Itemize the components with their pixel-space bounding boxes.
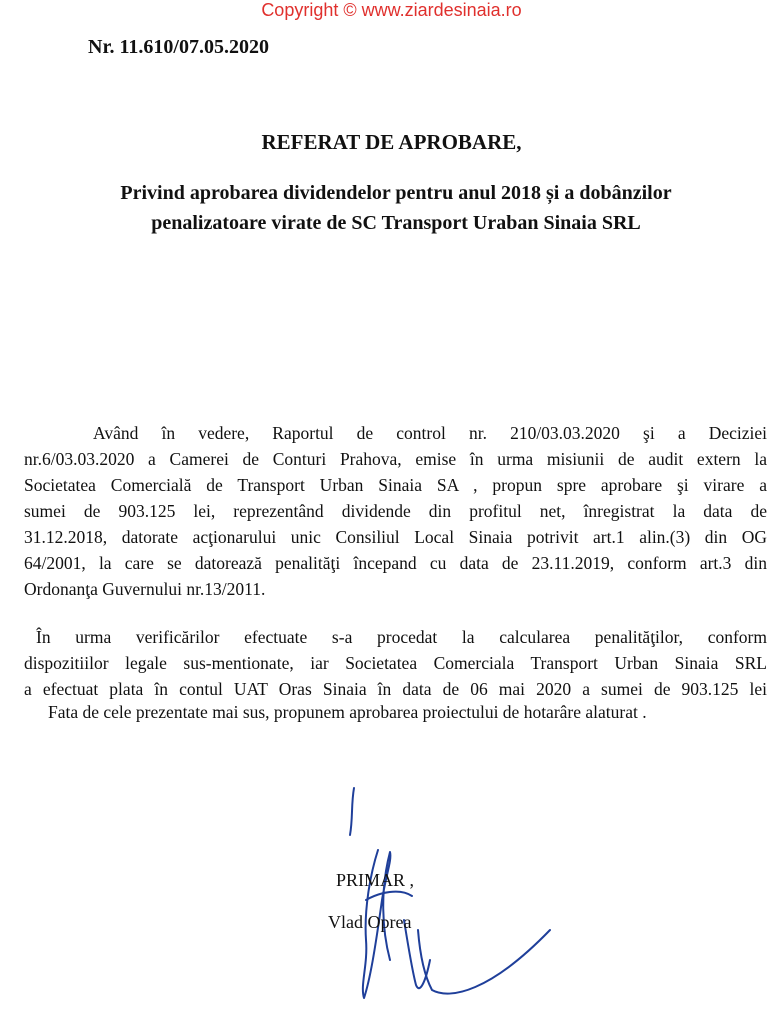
paragraph-line: 31.12.2018, datorate acţionarului unic Consiliul Local Sinaia potrivit art.1 alin.(3) din OG [24,527,767,547]
paragraph-line: Societatea Comercială de Transport Urban Sinaia SA , propun spre aprobare şi virare a [24,475,767,495]
paragraph-1 [24,420,767,602]
paragraph-line: 64/2001, la care se datorează penalităţi începand cu data de 23.11.2019, conform art.3 din [24,553,767,573]
paragraph-2 [24,624,767,702]
copyright-watermark: Copyright © www.ziardesinaia.ro [261,0,522,20]
paragraph-line: a efectuat plata în contul UAT Oras Sinaia în data de 06 mai 2020 a sumei de 903.125 lei [24,679,767,699]
document-title: REFERAT DE APROBARE, [261,130,522,154]
signer-name: Vlad Oprea [328,912,412,932]
paragraph-line: Ordonanţa Guvernului nr.13/2011. [24,579,266,599]
signer-role: PRIMAR , [336,870,415,890]
subtitle-line: Privind aprobarea dividendelor pentru anul 2018 și a dobânzilor [120,182,672,204]
paragraph-line: În urma verificărilor efectuate s-a procedat la calcularea penalităţilor, conform [36,627,767,647]
paragraph-line: Având în vedere, Raportul de control nr. 210/03.03.2020 şi a Deciziei [93,423,767,443]
document-subtitle [40,178,752,238]
document-number: Nr. 11.610/07.05.2020 [88,36,269,58]
handwritten-signature [320,780,580,1020]
paragraph-3: Fata de cele prezentate mai sus, propunem aprobarea proiectului de hotarâre alaturat . [48,702,647,722]
paragraph-line: nr.6/03.03.2020 a Camerei de Conturi Prahova, emise în urma misiunii de audit extern la [24,449,767,469]
paragraph-line: sumei de 903.125 lei, reprezentând dividende din profitul net, înregistrat la data de [24,501,767,521]
paragraph-line: dispozitiilor legale sus-mentionate, iar Societatea Comerciala Transport Urban Sinaia SRL [24,653,767,673]
subtitle-line: penalizatoare virate de SC Transport Uraban Sinaia SRL [151,212,641,234]
